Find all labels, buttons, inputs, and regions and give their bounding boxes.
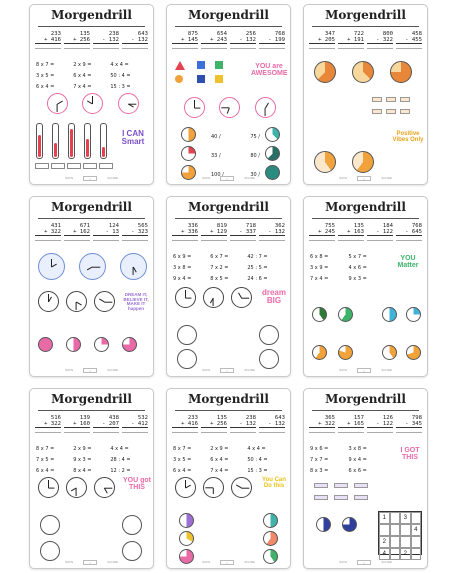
clock-icon (82, 93, 103, 114)
arith-problem: 135 + 256 (201, 415, 227, 439)
footer: NAVN ✓ SCORE (202, 368, 255, 373)
footer: NAVN ✓ SCORE (202, 176, 255, 181)
worksheet-card[interactable] (29, 4, 154, 185)
fraction-pie-icon (406, 307, 421, 322)
footer: NAVN ✓ SCORE (65, 368, 118, 373)
arith-problem: 431 + 322 (35, 223, 61, 247)
fraction-pie-icon (265, 146, 280, 161)
fraction-wheel-icon (314, 151, 336, 173)
motivation-sticker: YOU got THIS (123, 477, 151, 491)
arith-problem: 565 - 323 (122, 223, 148, 247)
worksheet-card[interactable] (166, 196, 291, 377)
fraction-pie-icon (263, 513, 278, 528)
shape-triangle-icon (175, 61, 185, 70)
clock-icon (231, 477, 252, 498)
clock-icon (38, 291, 59, 312)
clock-icon (47, 93, 68, 114)
problem-row (35, 415, 148, 439)
worksheet-card[interactable] (303, 4, 428, 185)
sudoku-cell[interactable]: 4 (379, 548, 390, 560)
clock-icon (203, 477, 224, 498)
pizza-fraction-icon (314, 61, 336, 83)
footer: NAVN ✓ SCORE (65, 560, 118, 565)
title-rule (312, 410, 419, 411)
fraction-pie-icon (338, 345, 353, 360)
shape-circle-icon (175, 75, 183, 83)
fraction-pie-icon (382, 307, 397, 322)
motivation-sticker: I GOT THIS (400, 447, 420, 461)
card-title: Morgendrill (51, 8, 132, 22)
sudoku-cell[interactable]: 3 (400, 512, 411, 524)
arith-problem: 135 + 163 (338, 223, 364, 247)
clock-icon (175, 477, 196, 498)
fraction-pie-icon (342, 517, 357, 532)
worksheet-card[interactable] (29, 388, 154, 569)
sudoku-grid (378, 511, 422, 555)
card-title: Morgendrill (51, 200, 132, 214)
problem-row (309, 415, 422, 439)
pizza-fraction-icon (390, 61, 412, 83)
footer: NAVN ✓ SCORE (65, 176, 118, 181)
circle-blank-icon (122, 541, 142, 561)
title-rule (175, 26, 282, 27)
circle-blank-icon (40, 515, 60, 535)
clock-icon (175, 287, 196, 308)
title-rule (175, 410, 282, 411)
footer: NAVN ✓ SCORE (339, 560, 392, 565)
arith-problem: 458 - 455 (396, 31, 422, 55)
sudoku-cell[interactable]: 4 (411, 524, 422, 536)
worksheet-grid (29, 4, 428, 570)
motivation-sticker: dream BIG (261, 288, 286, 305)
sudoku-cell[interactable]: 1 (379, 512, 390, 524)
problem-row (309, 31, 422, 55)
circle-blank-icon (259, 349, 279, 369)
sudoku-cell[interactable] (400, 524, 411, 536)
fraction-pie-icon (382, 345, 397, 360)
worksheet-card[interactable] (303, 196, 428, 377)
title-rule (38, 218, 145, 219)
motivation-sticker: DREAM IT, BELIEVE IT, MAKE IT happen (123, 292, 149, 311)
sudoku-cell[interactable]: 2 (379, 536, 390, 548)
card-title: Morgendrill (188, 392, 269, 406)
arith-problem: 800 - 322 (367, 31, 393, 55)
pizza-fraction-icon (352, 61, 374, 83)
clock-icon (203, 287, 224, 308)
arith-problem: 643 - 132 (259, 415, 285, 439)
arith-problem: 347 + 205 (309, 31, 335, 55)
fraction-pie-icon (316, 517, 331, 532)
arith-problem: 256 - 132 (230, 31, 256, 55)
title-rule (38, 410, 145, 411)
arith-problem: 768 - 645 (396, 223, 422, 247)
fact-block: 8 x 7 = 2 x 9 = 4 x 4 = 7 x 5 = 9 x 3 = 28 : 4 = 6 x 4 = 8 x 4 = 12 : 2 = (36, 445, 131, 474)
arith-problem: 233 + 416 (172, 415, 198, 439)
arith-problem: 126 - 122 (367, 415, 393, 439)
fraction-pie-icon (312, 307, 327, 322)
motivation-sticker: Positive Vibes Only (392, 131, 424, 143)
circle-blank-icon (259, 325, 279, 345)
clock-icon (184, 97, 205, 118)
fraction-pie-icon (179, 513, 194, 528)
arith-problem: 875 + 145 (172, 31, 198, 55)
footer: NAVN ✓ SCORE (202, 560, 255, 565)
shape-square-icon (215, 75, 223, 83)
arith-problem: 233 + 416 (35, 31, 61, 55)
sudoku-cell[interactable] (400, 536, 411, 548)
problem-row (172, 223, 285, 247)
problem-row (309, 223, 422, 247)
sudoku-cell[interactable] (379, 524, 390, 536)
fraction-pie-icon (312, 345, 327, 360)
title-rule (175, 218, 282, 219)
clock-icon (231, 287, 252, 308)
arith-problem: 124 - 13 (93, 223, 119, 247)
circle-blank-icon (177, 325, 197, 345)
clock-icon (66, 477, 87, 498)
footer: NAVN ✓ SCORE (339, 176, 392, 181)
arith-problem: 362 - 132 (259, 223, 285, 247)
arith-problem: 516 + 322 (35, 415, 61, 439)
fraction-pie-icon (263, 531, 278, 546)
motivation-sticker: YOU are AWESOME (251, 63, 288, 77)
clock-icon (66, 291, 87, 312)
thermometer-icon (84, 123, 91, 159)
arith-problem: 768 - 199 (259, 31, 285, 55)
motivation-sticker: YOU Matter (397, 255, 419, 269)
arith-problem: 643 - 132 (122, 31, 148, 55)
motivation-sticker: You Can Do this (262, 477, 286, 489)
motivation-sticker: I CAN Smart (121, 129, 145, 146)
thermometer-icon (100, 123, 107, 159)
arith-problem: 718 - 337 (230, 223, 256, 247)
sudoku-cell[interactable] (411, 512, 422, 524)
arith-problem: 336 + 336 (172, 223, 198, 247)
title-rule (38, 26, 145, 27)
arith-problem: 365 + 322 (309, 415, 335, 439)
clock-icon (118, 93, 139, 114)
card-title: Morgendrill (325, 8, 406, 22)
sudoku-cell[interactable] (390, 536, 401, 548)
circle-blank-icon (177, 349, 197, 369)
sudoku-cell[interactable]: 2 (400, 548, 411, 560)
fraction-pie-icon (38, 337, 53, 352)
worksheet-card[interactable] (303, 388, 428, 569)
card-title: Morgendrill (325, 200, 406, 214)
title-rule (312, 26, 419, 27)
arith-problem: 139 + 160 (64, 415, 90, 439)
shape-square-icon (197, 61, 205, 69)
fraction-pie-icon (179, 531, 194, 546)
fraction-pie-icon (406, 345, 421, 360)
circle-blank-icon (40, 541, 60, 561)
arith-problem: 184 - 122 (367, 223, 393, 247)
fraction-pie-icon (265, 127, 280, 142)
arith-problem: 157 + 165 (338, 415, 364, 439)
footer: NAVN ✓ SCORE (339, 368, 392, 373)
thermometer-icon (68, 123, 75, 159)
fraction-pie-icon (66, 337, 81, 352)
arith-problem: 438 - 207 (93, 415, 119, 439)
fact-block: 6 x 9 = 6 x 7 = 42 : 7 = 3 x 8 = 7 x 2 = 25 : 5 = 9 x 4 = 8 x 5 = 24 : 6 = (173, 253, 268, 282)
clock-icon (94, 291, 115, 312)
problem-row (172, 31, 285, 55)
arith-problem: 722 + 191 (338, 31, 364, 55)
arith-problem: 135 + 256 (64, 31, 90, 55)
arith-problem: 755 + 245 (309, 223, 335, 247)
clock-icon (79, 253, 106, 280)
fact-block: 9 x 6 = 3 x 8 = 7 x 7 = 9 x 4 = 8 x 3 = 6 x 6 = (310, 445, 367, 474)
thermometer-icon (36, 123, 43, 159)
title-rule (312, 218, 419, 219)
fraction-wheel-icon (352, 151, 374, 173)
fact-block: 8 x 7 = 2 x 9 = 4 x 4 = 3 x 5 = 6 x 4 = 50 : 4 = 6 x 4 = 7 x 4 = 15 : 3 = (173, 445, 268, 474)
card-title: Morgendrill (325, 392, 406, 406)
fraction-pie-icon (181, 127, 196, 142)
card-title: Morgendrill (188, 8, 269, 22)
arith-problem: 798 - 345 (396, 415, 422, 439)
shape-square-icon (197, 75, 205, 83)
arith-problem: 238 - 132 (230, 415, 256, 439)
sudoku-cell[interactable] (411, 536, 422, 548)
sudoku-cell[interactable] (390, 524, 401, 536)
arith-problem: 532 - 412 (122, 415, 148, 439)
fact-block: 6 x 8 = 5 x 7 = 3 x 9 = 4 x 6 = 7 x 4 = 9 x 3 = (310, 253, 367, 282)
worksheet-card[interactable] (166, 388, 291, 569)
shape-square-icon (215, 61, 223, 69)
fraction-pie-icon (338, 307, 353, 322)
card-title: Morgendrill (51, 392, 132, 406)
problem-row (35, 223, 148, 247)
arith-problem: 238 - 132 (93, 31, 119, 55)
fraction-pie-icon (122, 337, 137, 352)
thermometer-icon (52, 123, 59, 159)
arith-problem: 819 + 129 (201, 223, 227, 247)
clock-icon (94, 477, 115, 498)
circle-blank-icon (122, 515, 142, 535)
fraction-pie-icon (181, 146, 196, 161)
clock-icon (255, 97, 276, 118)
worksheet-card[interactable] (166, 4, 291, 185)
sudoku-cell[interactable] (390, 512, 401, 524)
clock-icon (38, 477, 59, 498)
problem-row (35, 31, 148, 55)
card-title: Morgendrill (188, 200, 269, 214)
arith-problem: 654 + 243 (201, 31, 227, 55)
fraction-pie-icon (94, 337, 109, 352)
clock-icon (219, 97, 240, 118)
clock-icon (120, 253, 147, 280)
problem-row (172, 415, 285, 439)
fact-block: 40 / 75 / 33 / 80 / 100 / 30 / (211, 133, 260, 178)
worksheet-card[interactable] (29, 196, 154, 377)
clock-icon (38, 253, 65, 280)
fact-block: 8 x 7 = 2 x 9 = 4 x 4 = 3 x 5 = 6 x 4 = 50 : 4 = 6 x 4 = 7 x 4 = 15 : 3 = (36, 61, 131, 90)
arith-problem: 671 + 162 (64, 223, 90, 247)
